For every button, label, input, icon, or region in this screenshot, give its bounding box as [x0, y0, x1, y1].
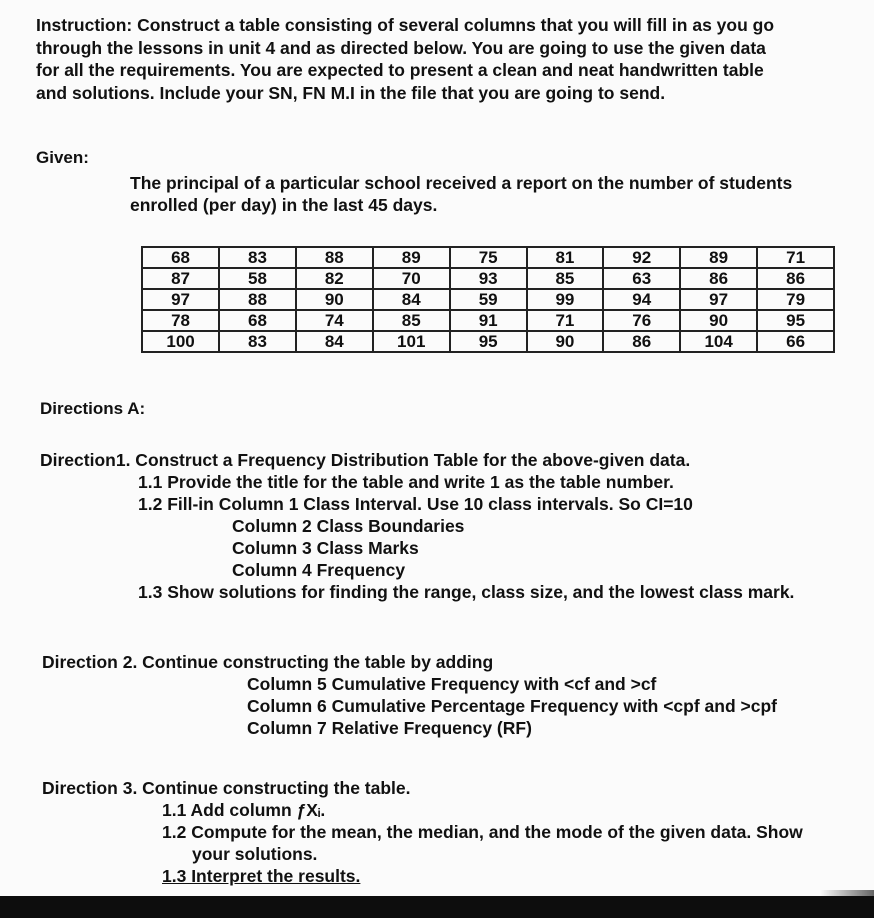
table-cell: 68	[219, 310, 296, 331]
table-cell: 79	[757, 289, 834, 310]
instruction-line: and solutions. Include your SN, FN M.I in the file that you are going to send.	[36, 82, 666, 103]
table-cell: 71	[757, 247, 834, 268]
table-cell: 88	[219, 289, 296, 310]
table-cell: 59	[450, 289, 527, 310]
table-row	[142, 247, 834, 268]
instruction-block	[36, 14, 856, 104]
direction1-heading: Direction1. Construct a Frequency Distribution Table for the above-given data.	[40, 450, 691, 470]
table-cell: 84	[373, 289, 450, 310]
direction1-block	[40, 449, 874, 603]
table-cell: 66	[757, 331, 834, 352]
table-cell: 93	[450, 268, 527, 289]
table-cell: 81	[527, 247, 604, 268]
table-cell: 70	[373, 268, 450, 289]
table-cell: 90	[296, 289, 373, 310]
table-cell: 58	[219, 268, 296, 289]
table-row	[142, 268, 834, 289]
table-cell: 90	[680, 310, 757, 331]
direction2-block	[42, 651, 874, 739]
given-label: Given:	[36, 148, 89, 167]
photo-bottom-edge	[0, 896, 874, 918]
table-cell: 101	[373, 331, 450, 352]
direction2-column-6: Column 6 Cumulative Percentage Frequency with <cpf and >cpf	[247, 696, 777, 716]
direction3-item-1-2: 1.2 Compute for the mean, the median, and the mode of the given data. Show	[162, 822, 803, 842]
table-cell: 100	[142, 331, 219, 352]
table-cell: 92	[603, 247, 680, 268]
table-cell: 97	[142, 289, 219, 310]
directions-a-label: Directions A:	[40, 399, 146, 418]
table-cell: 82	[296, 268, 373, 289]
table-cell: 89	[373, 247, 450, 268]
instruction-line: Instruction: Construct a table consisting of several columns that you will fill in as you go	[36, 15, 775, 35]
table-cell: 85	[527, 268, 604, 289]
table-row	[142, 310, 834, 331]
table-cell: 83	[219, 331, 296, 352]
table-cell: 83	[219, 247, 296, 268]
direction2-column-5: Column 5 Cumulative Frequency with <cf and >cf	[247, 674, 657, 694]
table-cell: 74	[296, 310, 373, 331]
table-cell: 95	[450, 331, 527, 352]
table-cell: 85	[373, 310, 450, 331]
direction3-item-1-2-cont: your solutions.	[192, 844, 318, 864]
direction1-item-1-2: 1.2 Fill-in Column 1 Class Interval. Use 10 class intervals. So CI=10	[138, 494, 693, 514]
direction3-item-1-1: 1.1 Add column ƒXᵢ.	[162, 800, 326, 820]
table-cell: 68	[142, 247, 219, 268]
table-cell: 84	[296, 331, 373, 352]
table-cell: 63	[603, 268, 680, 289]
table-cell: 95	[757, 310, 834, 331]
data-table	[141, 246, 835, 353]
table-row	[142, 289, 834, 310]
table-cell: 86	[680, 268, 757, 289]
table-cell: 99	[527, 289, 604, 310]
direction3-block	[42, 777, 874, 887]
table-row	[142, 331, 834, 352]
table-cell: 86	[757, 268, 834, 289]
direction1-column-3: Column 3 Class Marks	[232, 538, 419, 558]
instruction-line: for all the requirements. You are expected to present a clean and neat handwritten table	[36, 60, 764, 80]
direction3-item-1-3: 1.3 Interpret the results.	[162, 866, 361, 886]
direction3-heading: Direction 3. Continue constructing the table.	[42, 778, 411, 798]
given-line: The principal of a particular school received a report on the number of students	[130, 173, 793, 193]
direction1-item-1-1: 1.1 Provide the title for the table and write 1 as the table number.	[138, 472, 674, 492]
table-cell: 78	[142, 310, 219, 331]
table-cell: 104	[680, 331, 757, 352]
given-text	[130, 172, 874, 216]
direction1-column-2: Column 2 Class Boundaries	[232, 516, 465, 536]
table-cell: 88	[296, 247, 373, 268]
table-cell: 90	[527, 331, 604, 352]
table-cell: 89	[680, 247, 757, 268]
direction1-item-1-3: 1.3 Show solutions for finding the range, class size, and the lowest class mark.	[138, 582, 795, 602]
table-cell: 94	[603, 289, 680, 310]
table-cell: 75	[450, 247, 527, 268]
table-cell: 71	[527, 310, 604, 331]
direction1-column-4: Column 4 Frequency	[232, 560, 406, 580]
table-cell: 91	[450, 310, 527, 331]
instruction-line: through the lessons in unit 4 and as directed below. You are going to use the given data	[36, 37, 766, 58]
table-cell: 87	[142, 268, 219, 289]
table-cell: 97	[680, 289, 757, 310]
direction2-heading: Direction 2. Continue constructing the table by adding	[42, 652, 494, 672]
table-cell: 86	[603, 331, 680, 352]
given-line: enrolled (per day) in the last 45 days.	[130, 195, 438, 215]
direction2-column-7: Column 7 Relative Frequency (RF)	[247, 718, 532, 738]
table-cell: 76	[603, 310, 680, 331]
